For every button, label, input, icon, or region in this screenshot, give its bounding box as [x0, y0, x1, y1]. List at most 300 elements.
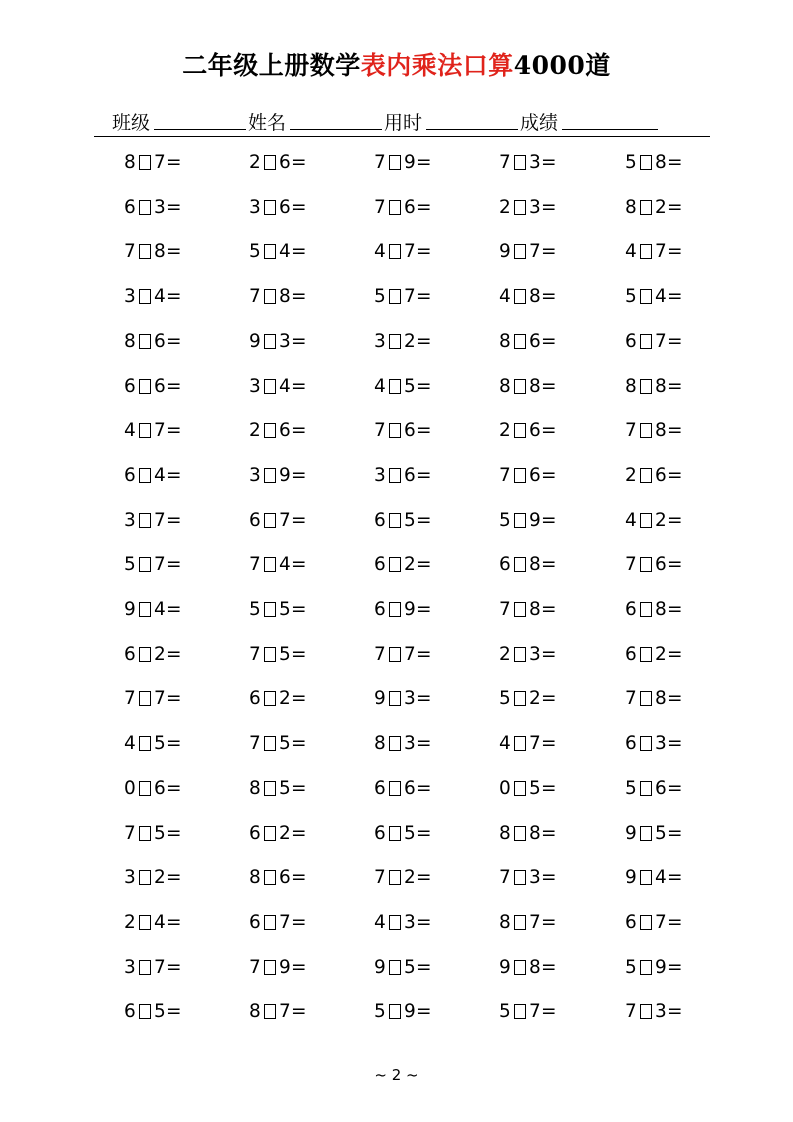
operator-box-icon [640, 870, 652, 885]
equals-sign: = [666, 599, 683, 620]
operand-a: 4 [499, 733, 511, 755]
equals-sign: = [666, 643, 683, 665]
equals-sign: = [290, 375, 307, 397]
operator-box-icon [264, 1004, 276, 1019]
problem-cell [249, 286, 307, 307]
operator-box-icon [514, 155, 526, 170]
problem-row [124, 912, 724, 940]
operand-a: 8 [374, 733, 386, 755]
problem-cell [374, 599, 432, 620]
problem-row [124, 599, 724, 627]
problem-cell [124, 957, 182, 978]
problem-cell [249, 912, 307, 933]
score-label: 成绩 [520, 112, 559, 134]
operand-b: 5 [403, 375, 416, 397]
operand-a: 6 [124, 196, 136, 218]
operator-box-icon [640, 781, 652, 796]
operand-b: 4 [153, 464, 166, 486]
operator-box-icon [264, 557, 276, 572]
operand-b: 2 [654, 509, 667, 531]
operator-box-icon [389, 870, 401, 885]
operand-a: 7 [249, 643, 261, 665]
problem-row [124, 241, 724, 269]
operand-a: 7 [499, 464, 511, 486]
problem-cell [249, 241, 307, 262]
operand-b: 6 [528, 420, 541, 442]
problem-cell [124, 286, 182, 307]
operand-b: 4 [654, 867, 667, 889]
equals-sign: = [290, 911, 307, 933]
operand-b: 8 [528, 599, 541, 620]
operand-a: 6 [124, 643, 136, 665]
operator-box-icon [640, 647, 652, 662]
operand-a: 6 [625, 599, 637, 620]
equals-sign: = [415, 956, 432, 978]
operand-a: 8 [499, 822, 511, 844]
problem-cell [124, 241, 182, 262]
operand-a: 2 [249, 420, 261, 442]
equals-sign: = [290, 733, 307, 755]
time-blank[interactable] [426, 111, 518, 130]
equals-sign: = [540, 822, 557, 844]
problem-cell [499, 376, 557, 397]
problem-row [124, 1001, 724, 1029]
operator-box-icon [264, 870, 276, 885]
problem-cell [625, 197, 683, 218]
name-field [248, 108, 384, 135]
operand-a: 6 [625, 733, 637, 755]
problem-cell [625, 644, 683, 665]
equals-sign: = [666, 241, 683, 263]
problem-cell [249, 733, 307, 754]
operand-a: 8 [625, 196, 637, 218]
operand-a: 2 [499, 643, 511, 665]
equals-sign: = [415, 152, 432, 173]
equals-sign: = [540, 956, 557, 978]
problem-cell [124, 376, 182, 397]
problem-cell [625, 823, 683, 844]
problem-cell [374, 197, 432, 218]
operand-b: 6 [278, 196, 291, 218]
problem-cell [374, 778, 432, 799]
operand-b: 7 [278, 509, 291, 531]
equals-sign: = [666, 733, 683, 755]
problem-cell [625, 510, 683, 531]
operand-a: 8 [249, 867, 261, 889]
operand-b: 6 [153, 777, 166, 799]
problem-cell [249, 778, 307, 799]
problem-cell [625, 331, 683, 352]
operand-b: 8 [654, 420, 667, 442]
equals-sign: = [540, 1001, 557, 1023]
operand-b: 7 [403, 643, 416, 665]
problem-cell [249, 465, 307, 486]
operator-box-icon [640, 155, 652, 170]
page-title [0, 46, 793, 82]
operator-box-icon [514, 200, 526, 215]
problem-cell [625, 912, 683, 933]
operator-box-icon [389, 155, 401, 170]
operand-b: 5 [153, 1001, 166, 1023]
operand-a: 5 [625, 286, 637, 308]
problem-cell [499, 241, 557, 262]
operator-box-icon [640, 334, 652, 349]
operator-box-icon [139, 647, 151, 662]
operator-box-icon [139, 915, 151, 930]
problem-cell [499, 420, 557, 441]
operator-box-icon [139, 379, 151, 394]
equals-sign: = [666, 777, 683, 799]
operand-b: 8 [528, 822, 541, 844]
problem-cell [124, 599, 182, 620]
equals-sign: = [415, 643, 432, 665]
operand-b: 3 [654, 1001, 667, 1023]
operator-box-icon [264, 826, 276, 841]
equals-sign: = [165, 643, 182, 665]
problem-cell [249, 823, 307, 844]
problem-cell [625, 241, 683, 262]
operand-b: 6 [654, 464, 667, 486]
operator-box-icon [264, 200, 276, 215]
operand-b: 7 [153, 152, 166, 173]
problem-cell [374, 554, 432, 575]
problem-cell [249, 644, 307, 665]
operand-b: 4 [153, 286, 166, 308]
operand-b: 4 [278, 375, 291, 397]
operand-b: 7 [654, 911, 667, 933]
problem-cell [374, 286, 432, 307]
title-part-red: 表内乘法口算 [360, 51, 514, 80]
operand-a: 3 [249, 375, 261, 397]
operand-a: 6 [374, 509, 386, 531]
operand-a: 6 [124, 1001, 136, 1023]
problem-cell [499, 554, 557, 575]
operator-box-icon [640, 423, 652, 438]
student-info-row [112, 108, 702, 135]
equals-sign: = [666, 1001, 683, 1023]
problem-row [124, 644, 724, 672]
problem-cell [499, 331, 557, 352]
operand-b: 6 [278, 420, 291, 442]
operand-b: 3 [528, 152, 541, 173]
equals-sign: = [165, 599, 182, 620]
problem-cell [249, 599, 307, 620]
operand-b: 7 [153, 554, 166, 576]
operand-a: 4 [374, 241, 386, 263]
equals-sign: = [290, 286, 307, 308]
problem-cell [625, 420, 683, 441]
operand-a: 7 [625, 420, 637, 442]
equals-sign: = [165, 733, 182, 755]
operator-box-icon [514, 781, 526, 796]
problem-cell [499, 733, 557, 754]
operator-box-icon [389, 1004, 401, 1019]
problem-row [124, 867, 724, 895]
problem-cell [499, 510, 557, 531]
operator-box-icon [389, 513, 401, 528]
operand-b: 2 [403, 867, 416, 889]
operator-box-icon [640, 200, 652, 215]
equals-sign: = [540, 599, 557, 620]
problem-cell [499, 197, 557, 218]
problem-row [124, 510, 724, 538]
operand-b: 6 [403, 777, 416, 799]
problem-cell [249, 554, 307, 575]
operator-box-icon [264, 647, 276, 662]
operator-box-icon [389, 289, 401, 304]
operand-a: 2 [499, 196, 511, 218]
operand-b: 5 [153, 822, 166, 844]
equals-sign: = [415, 599, 432, 620]
operator-box-icon [640, 379, 652, 394]
equals-sign: = [415, 777, 432, 799]
equals-sign: = [666, 688, 683, 710]
operator-box-icon [389, 826, 401, 841]
equals-sign: = [540, 420, 557, 442]
operand-b: 5 [278, 777, 291, 799]
problem-cell [374, 420, 432, 441]
page-number: ~ 2 ~ [374, 1066, 419, 1084]
operand-b: 3 [528, 643, 541, 665]
equals-sign: = [290, 643, 307, 665]
operand-a: 5 [499, 1001, 511, 1023]
operator-box-icon [264, 513, 276, 528]
operand-a: 8 [625, 375, 637, 397]
operand-b: 6 [654, 554, 667, 576]
problem-cell [625, 376, 683, 397]
operand-a: 8 [499, 375, 511, 397]
operator-box-icon [389, 334, 401, 349]
equals-sign: = [290, 1001, 307, 1023]
equals-sign: = [415, 911, 432, 933]
operand-b: 7 [278, 1001, 291, 1023]
operand-b: 5 [654, 822, 667, 844]
operand-b: 9 [278, 464, 291, 486]
problem-cell [625, 867, 683, 888]
operator-box-icon [514, 647, 526, 662]
equals-sign: = [290, 330, 307, 352]
operand-a: 2 [625, 464, 637, 486]
operand-a: 6 [374, 554, 386, 576]
operator-box-icon [139, 826, 151, 841]
title-part-count: 4000道 [513, 51, 611, 80]
operand-a: 7 [124, 688, 136, 710]
problem-cell [249, 688, 307, 709]
operand-a: 3 [124, 509, 136, 531]
operator-box-icon [514, 334, 526, 349]
equals-sign: = [415, 286, 432, 308]
operand-a: 6 [249, 688, 261, 710]
problem-cell [499, 867, 557, 888]
problem-cell [374, 867, 432, 888]
problem-cell [374, 376, 432, 397]
equals-sign: = [540, 867, 557, 889]
operand-a: 7 [625, 554, 637, 576]
problem-cell [374, 688, 432, 709]
equals-sign: = [540, 911, 557, 933]
operator-box-icon [139, 289, 151, 304]
operand-a: 4 [374, 911, 386, 933]
operator-box-icon [640, 826, 652, 841]
problem-cell [124, 152, 182, 173]
operand-a: 4 [625, 241, 637, 263]
operator-box-icon [389, 915, 401, 930]
operator-box-icon [139, 602, 151, 617]
equals-sign: = [415, 1001, 432, 1023]
operand-a: 3 [249, 196, 261, 218]
operator-box-icon [640, 691, 652, 706]
operand-a: 2 [124, 911, 136, 933]
operator-box-icon [264, 915, 276, 930]
problem-cell [625, 465, 683, 486]
operand-a: 7 [374, 867, 386, 889]
problem-cell [625, 778, 683, 799]
operator-box-icon [640, 915, 652, 930]
problem-cell [625, 688, 683, 709]
operand-b: 7 [153, 509, 166, 531]
operand-b: 8 [278, 286, 291, 308]
equals-sign: = [540, 777, 557, 799]
problem-cell [499, 286, 557, 307]
operand-a: 9 [625, 867, 637, 889]
problem-row [124, 823, 724, 851]
problem-row [124, 152, 724, 180]
operand-a: 4 [124, 420, 136, 442]
operand-b: 5 [528, 777, 541, 799]
problem-cell [499, 152, 557, 173]
operator-box-icon [514, 915, 526, 930]
operand-b: 8 [654, 688, 667, 710]
operator-box-icon [389, 647, 401, 662]
name-blank[interactable] [290, 111, 382, 130]
equals-sign: = [415, 241, 432, 263]
operand-a: 5 [374, 1001, 386, 1023]
problem-cell [374, 510, 432, 531]
operator-box-icon [139, 155, 151, 170]
class-blank[interactable] [154, 111, 246, 130]
operand-a: 6 [249, 911, 261, 933]
problem-cell [374, 1001, 432, 1022]
operator-box-icon [514, 960, 526, 975]
operand-b: 7 [654, 330, 667, 352]
operand-b: 3 [153, 196, 166, 218]
equals-sign: = [165, 330, 182, 352]
equals-sign: = [165, 554, 182, 576]
operand-b: 7 [403, 241, 416, 263]
score-blank[interactable] [562, 111, 658, 130]
operator-box-icon [139, 423, 151, 438]
problem-cell [374, 152, 432, 173]
operator-box-icon [514, 691, 526, 706]
time-field [384, 108, 520, 135]
problem-cell [249, 867, 307, 888]
operand-a: 5 [625, 777, 637, 799]
problem-row [124, 286, 724, 314]
equals-sign: = [540, 286, 557, 308]
equals-sign: = [666, 911, 683, 933]
operator-box-icon [264, 602, 276, 617]
operator-box-icon [264, 155, 276, 170]
operator-box-icon [514, 557, 526, 572]
equals-sign: = [165, 777, 182, 799]
equals-sign: = [540, 733, 557, 755]
problem-cell [625, 957, 683, 978]
operand-b: 6 [153, 330, 166, 352]
problem-row [124, 376, 724, 404]
operand-a: 5 [374, 286, 386, 308]
problem-cell [124, 465, 182, 486]
problem-cell [625, 554, 683, 575]
operand-b: 8 [528, 286, 541, 308]
operand-b: 3 [654, 733, 667, 755]
problem-cell [499, 823, 557, 844]
operand-a: 7 [625, 1001, 637, 1023]
operand-b: 3 [528, 867, 541, 889]
operand-a: 9 [374, 688, 386, 710]
operand-a: 3 [374, 464, 386, 486]
operand-a: 5 [124, 554, 136, 576]
problem-cell [124, 867, 182, 888]
problem-cell [124, 420, 182, 441]
operator-box-icon [389, 781, 401, 796]
operand-b: 6 [528, 330, 541, 352]
problem-cell [499, 688, 557, 709]
operand-a: 2 [499, 420, 511, 442]
operator-box-icon [389, 602, 401, 617]
problem-cell [374, 644, 432, 665]
problem-cell [124, 688, 182, 709]
problem-row [124, 465, 724, 493]
problem-cell [499, 778, 557, 799]
problem-cell [249, 957, 307, 978]
score-field [520, 108, 660, 135]
operator-box-icon [514, 423, 526, 438]
equals-sign: = [415, 464, 432, 486]
operand-a: 6 [249, 509, 261, 531]
equals-sign: = [165, 241, 182, 263]
operand-a: 7 [124, 241, 136, 263]
operand-a: 6 [625, 330, 637, 352]
operand-b: 2 [403, 330, 416, 352]
operator-box-icon [264, 244, 276, 259]
equals-sign: = [290, 464, 307, 486]
operand-b: 6 [153, 375, 166, 397]
problem-row [124, 733, 724, 761]
equals-sign: = [290, 867, 307, 889]
problem-cell [124, 823, 182, 844]
equals-sign: = [290, 152, 307, 173]
equals-sign: = [540, 196, 557, 218]
equals-sign: = [165, 152, 182, 173]
operator-box-icon [264, 960, 276, 975]
equals-sign: = [165, 464, 182, 486]
operand-b: 5 [153, 733, 166, 755]
operand-a: 7 [124, 822, 136, 844]
problem-cell [625, 152, 683, 173]
operand-a: 6 [124, 375, 136, 397]
header-divider [94, 136, 710, 137]
operand-b: 8 [654, 375, 667, 397]
operand-a: 6 [499, 554, 511, 576]
equals-sign: = [165, 822, 182, 844]
operand-a: 8 [249, 1001, 261, 1023]
name-label: 姓名 [248, 112, 287, 134]
operator-box-icon [139, 334, 151, 349]
operand-a: 9 [499, 241, 511, 263]
operand-b: 7 [153, 688, 166, 710]
operand-b: 4 [278, 554, 291, 576]
operand-a: 7 [499, 599, 511, 620]
